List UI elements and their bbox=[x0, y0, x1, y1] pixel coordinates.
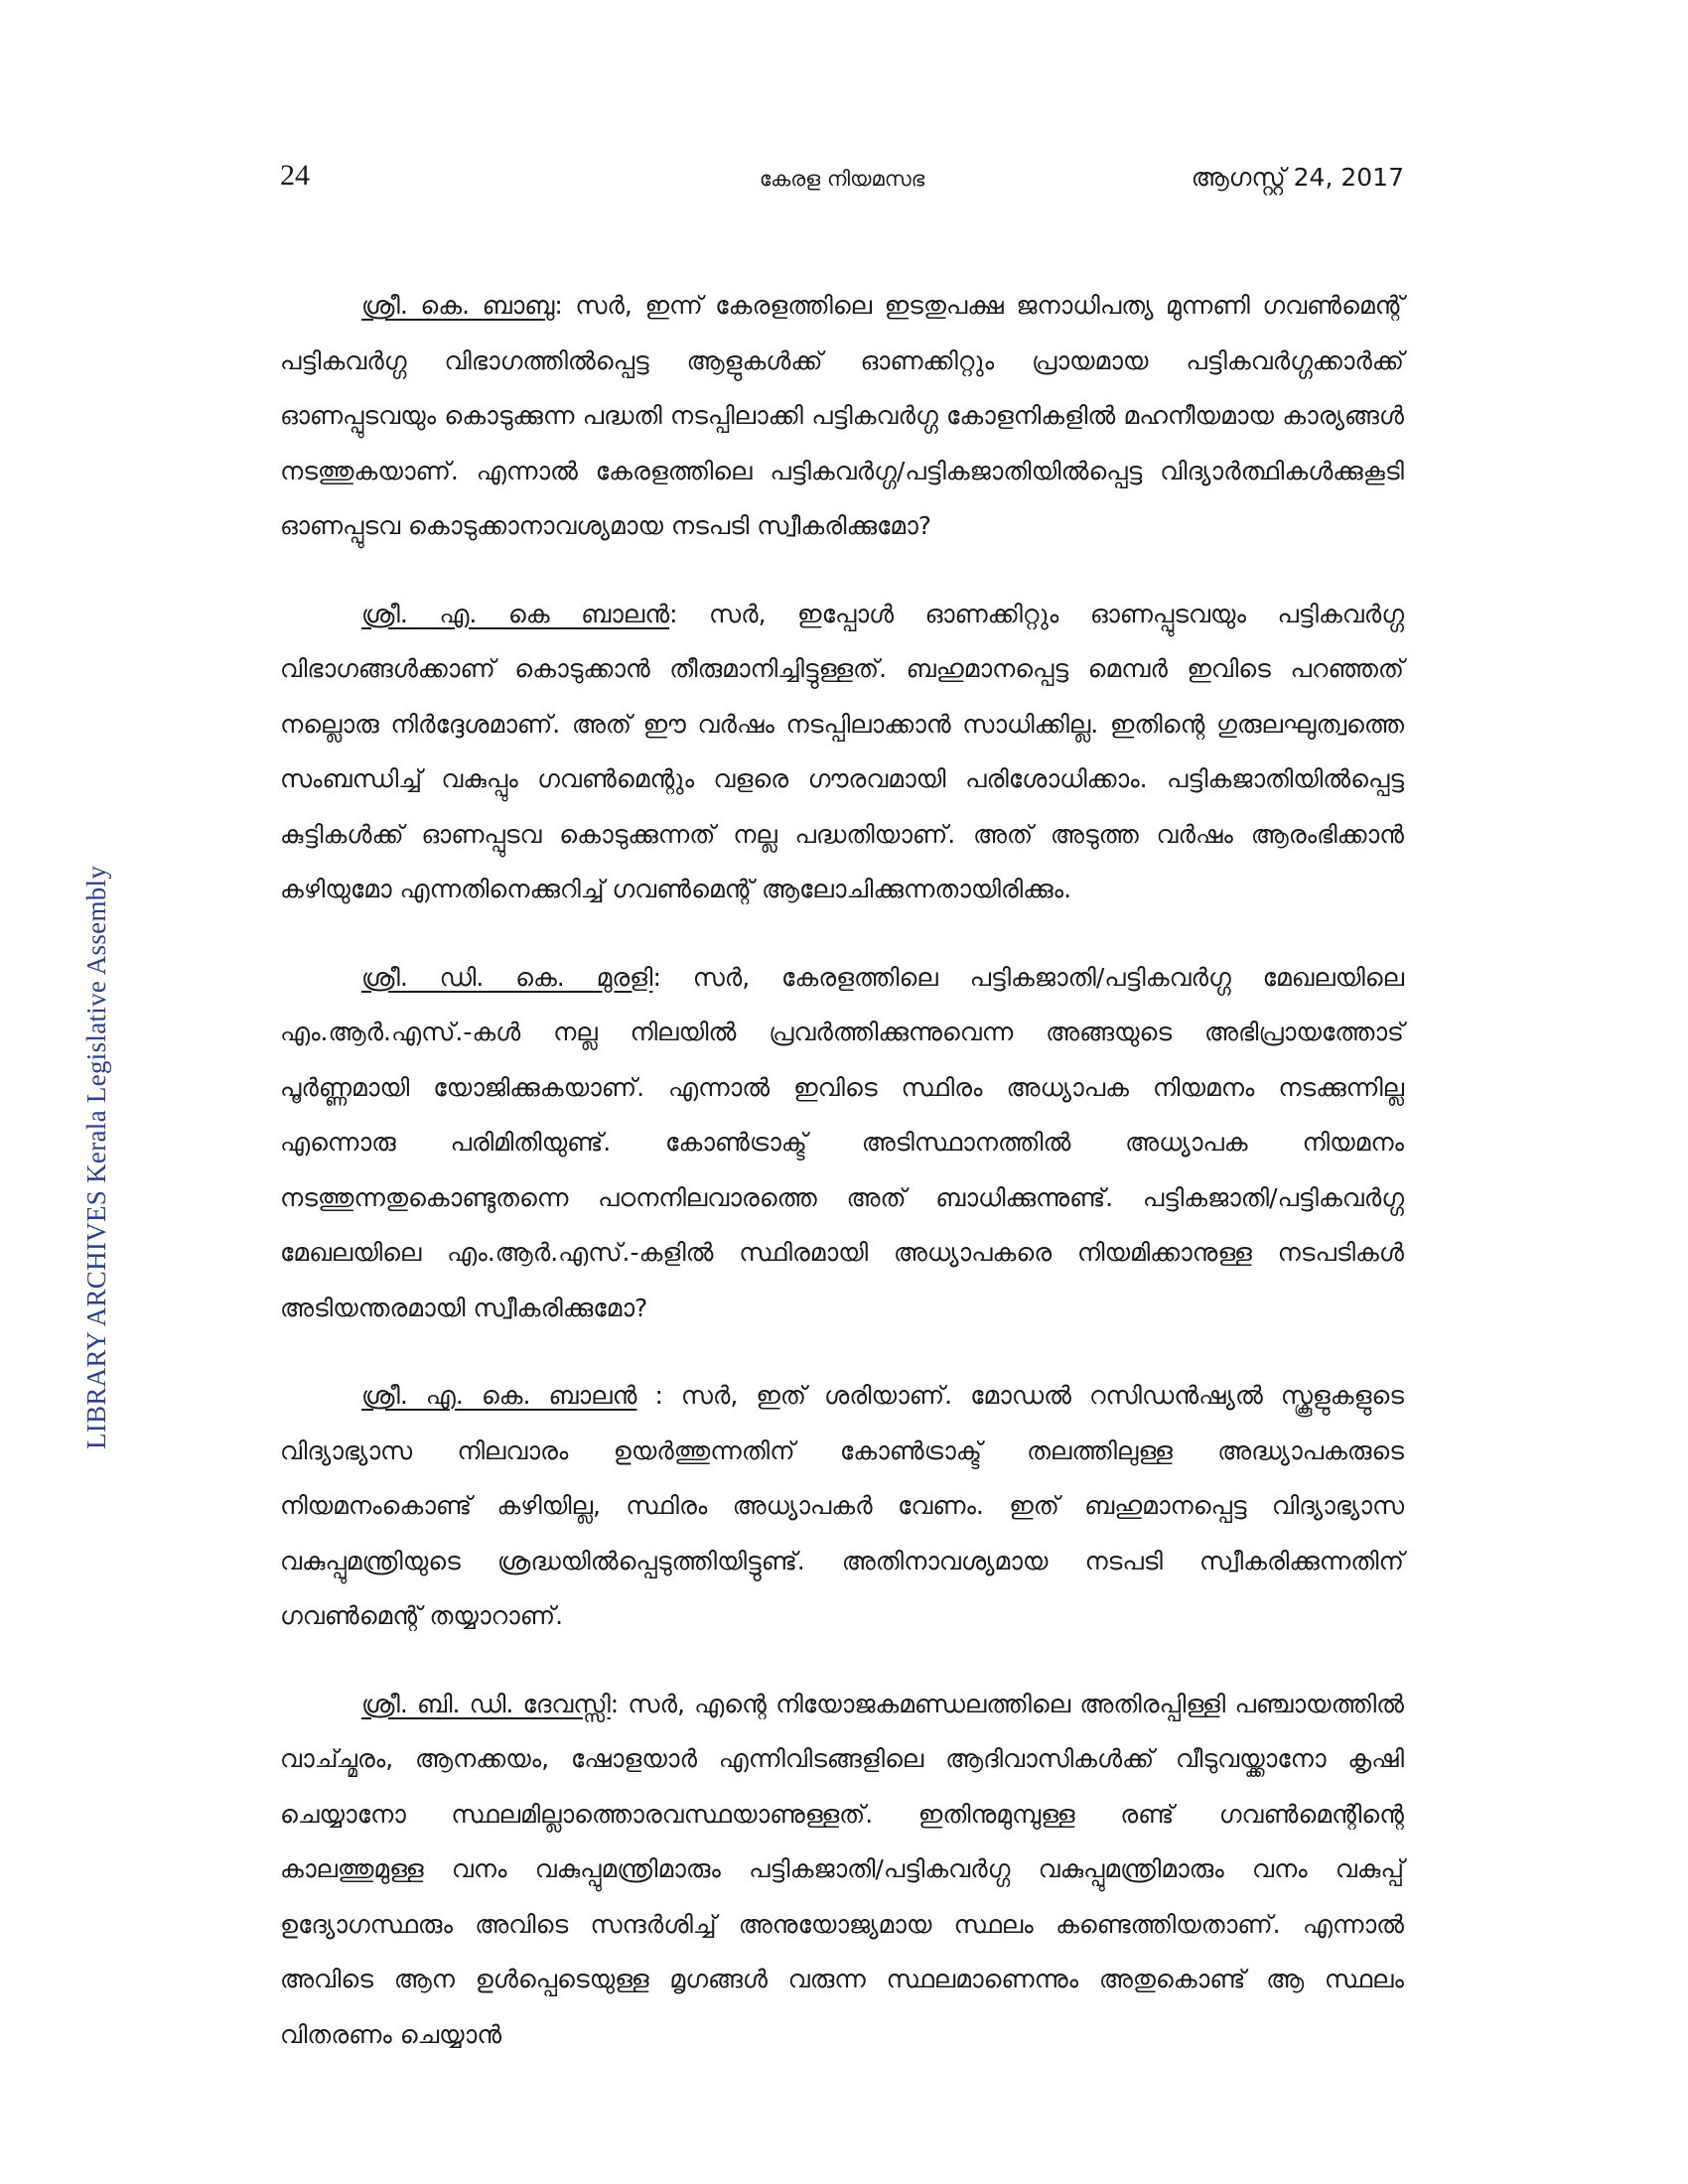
speech-paragraph bbox=[280, 278, 1404, 554]
running-title: കേരള നിയമസഭ bbox=[759, 167, 925, 191]
speaker-name: ശ്രീ. ബി. ഡി. ദേവസ്സി bbox=[361, 1689, 611, 1718]
speaker-name: ശ്രീ. എ. കെ ബാലൻ bbox=[361, 599, 670, 628]
speech-paragraph bbox=[280, 1368, 1404, 1644]
speech-paragraph bbox=[280, 587, 1404, 917]
page-number: 24 bbox=[280, 159, 310, 192]
speech-paragraph bbox=[280, 950, 1404, 1336]
speech-paragraph bbox=[280, 1677, 1404, 2063]
speech-text: : സർ, കേരളത്തിലെ പട്ടികജാതി/പട്ടികവർഗ്ഗ മേഖലയിലെ എം.ആർ.എസ്.-കൾ നല്ല നിലയിൽ പ്രവർത്തിക്കുന്നുവെന്ന അങ്ങയുടെ അഭിപ്രായത്തോട് പൂർണ്ണമായി യോജിക്കുകയാണ്. എന്നാൽ ഇവിടെ സ്ഥിരം അധ്യാപക നിയമനം നടക്കുന്നില്ല എന്നൊരു പരിമിതിയുണ്ട്. കോൺട്രാക്ട് അടിസ്ഥാനത്തിൽ അധ്യാപക നിയമനം നടത്തുന്നതുകൊണ്ടുതന്നെ പഠനനിലവാരത്തെ അത് ബാധിക്കുന്നുണ്ട്. പട്ടികജാതി/പട്ടികവർഗ്ഗ മേഖലയിലെ എം.ആർ.എസ്.-കളിൽ സ്ഥിരമായി അധ്യാപകരെ നിയമിക്കാനുള്ള നടപടികൾ അടിയന്തരമായി സ്വീകരിക്കുമോ? bbox=[280, 962, 1404, 1322]
archive-watermark: LIBRARY ARCHIVES Kerala Legislative Assembly bbox=[81, 865, 111, 1449]
speech-text: : സർ, ഇപ്പോൾ ഓണക്കിറ്റും ഓണപ്പുടവയും പട്ടികവർഗ്ഗ വിഭാഗങ്ങൾക്കാണ് കൊടുക്കാൻ തീരുമാനിച്ചിട്ടുള്ളത്. ബഹുമാനപ്പെട്ട മെമ്പർ ഇവിടെ പറഞ്ഞത് നല്ലൊരു നിർദ്ദേശമാണ്. അത് ഈ വർഷം നടപ്പിലാക്കാൻ സാധിക്കില്ല. ഇതിന്റെ ഗുരുലഘുത്വത്തെ സംബന്ധിച്ച് വകുപ്പും ഗവൺമെന്റും വളരെ ഗൗരവമായി പരിശോധിക്കാം. പട്ടികജാതിയിൽപ്പെട്ട കുട്ടികൾക്ക് ഓണപ്പുടവ കൊടുക്കുന്നത് നല്ല പദ്ധതിയാണ്. അത് അടുത്ത വർഷം ആരംഭിക്കാൻ കഴിയുമോ എന്നതിനെക്കുറിച്ച് ഗവൺമെന്റ് ആലോചിക്കുന്നതായിരിക്കും. bbox=[280, 599, 1404, 903]
header-date: ആഗസ്റ്റ് 24, 2017 bbox=[1191, 163, 1404, 192]
speaker-name: ശ്രീ. ഡി. കെ. മുരളി bbox=[361, 962, 653, 992]
proceedings-body bbox=[280, 278, 1404, 2095]
speaker-name: ശ്രീ. എ. കെ. ബാലൻ bbox=[361, 1381, 637, 1410]
speech-text: : സർ, എന്റെ നിയോജകമണ്ഡലത്തിലെ അതിരപ്പിള്ളി പഞ്ചായത്തിൽ വാച്ച്മരം, ആനക്കയം, ഷോളയാർ എന്നിവിടങ്ങളിലെ ആദിവാസികൾക്ക് വീടുവയ്ക്കാനോ കൃഷി ചെയ്യാനോ സ്ഥലമില്ലാത്തൊരവസ്ഥയാണുള്ളത്. ഇതിനുമുമ്പുള്ള രണ്ട് ഗവൺമെന്റിന്റെ കാലത്തുമുള്ള വനം വകുപ്പുമന്ത്രിമാരും പട്ടികജാതി/പട്ടികവർഗ്ഗ വകുപ്പുമന്ത്രിമാരും വനം വകുപ്പ് ഉദ്യോഗസ്ഥരും അവിടെ സന്ദർശിച്ച് അനുയോജ്യമായ സ്ഥലം കണ്ടെത്തിയതാണ്. എന്നാൽ അവിടെ ആന ഉൾപ്പെടെയുള്ള മൃഗങ്ങൾ വരുന്ന സ്ഥലമാണെന്നും അതുകൊണ്ട് ആ സ്ഥലം വിതരണം ചെയ്യാൻ bbox=[280, 1689, 1404, 2049]
speaker-name: ശ്രീ. കെ. ബാബു bbox=[361, 291, 555, 320]
page-header bbox=[280, 159, 1404, 208]
speech-text: : സർ, ഇത് ശരിയാണ്. മോഡൽ റസിഡൻഷ്യൽ സ്കൂളുകളുടെ വിദ്യാഭ്യാസ നിലവാരം ഉയർത്തുന്നതിന് കോൺട്രാക്ട് തലത്തിലുള്ള അദ്ധ്യാപകരുടെ നിയമനംകൊണ്ട് കഴിയില്ല, സ്ഥിരം അധ്യാപകർ വേണം. ഇത് ബഹുമാനപ്പെട്ട വിദ്യാഭ്യാസ വകുപ്പുമന്ത്രിയുടെ ശ്രദ്ധയിൽപ്പെടുത്തിയിട്ടുണ്ട്. അതിനാവശ്യമായ നടപടി സ്വീകരിക്കുന്നതിന് ഗവൺമെന്റ് തയ്യാറാണ്. bbox=[280, 1381, 1404, 1630]
speech-text: : സർ, ഇന്ന് കേരളത്തിലെ ഇടതുപക്ഷ ജനാധിപത്യ മുന്നണി ഗവൺമെന്റ് പട്ടികവർഗ്ഗ വിഭാഗത്തിൽപ്പെട്ട ആളുകൾക്ക് ഓണക്കിറ്റും പ്രായമായ പട്ടികവർഗ്ഗക്കാർക്ക് ഓണപ്പുടവയും കൊടുക്കുന്ന പദ്ധതി നടപ്പിലാക്കി പട്ടികവർഗ്ഗ കോളനികളിൽ മഹനീയമായ കാര്യങ്ങൾ നടത്തുകയാണ്. എന്നാൽ കേരളത്തിലെ പട്ടികവർഗ്ഗ/പട്ടികജാതിയിൽപ്പെട്ട വിദ്യാർത്ഥികൾക്കുകൂടി ഓണപ്പുടവ കൊടുക്കാനാവശ്യമായ നടപടി സ്വീകരിക്കുമോ? bbox=[280, 291, 1405, 540]
